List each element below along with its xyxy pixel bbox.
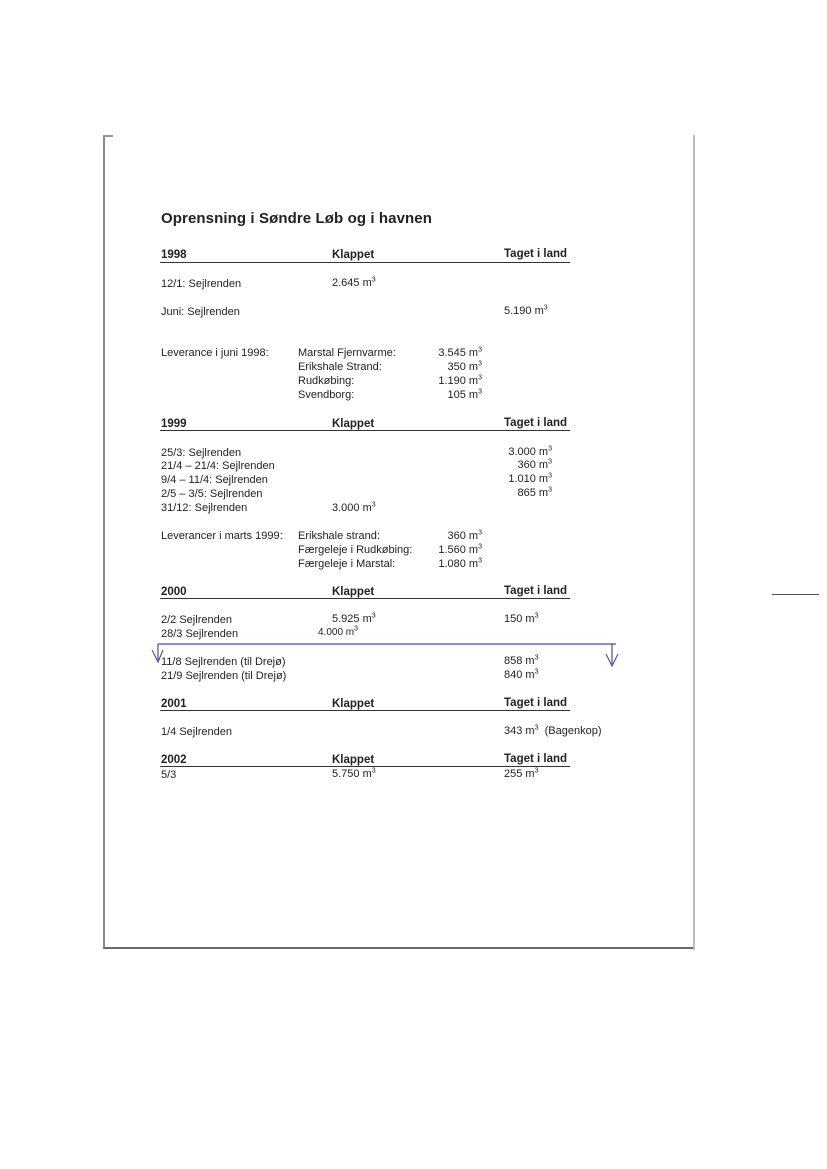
klappet-header-2002: Klappet: [332, 754, 375, 766]
delivery-label-1998: Leverance i juni 1998:: [161, 347, 269, 359]
row-1999-1-taget: 3.000 $m^3$: [508, 445, 552, 458]
klappet-header-2001: Klappet: [332, 698, 375, 710]
row-2000-3-label: 11/8 Sejlrenden (til Drejø): [161, 656, 286, 668]
header-rule-1999: [160, 430, 570, 431]
delivery-amount-1998-1: 3.545 $m^3$: [438, 346, 482, 359]
row-1999-2-label: 21/4 – 21/4: Sejlrenden: [161, 460, 275, 472]
year-1999-heading: 1999: [161, 418, 187, 430]
row-2000-4-label: 21/9 Sejlrenden (til Drejø): [161, 670, 287, 682]
row-1999-5-label: 31/12: Sejlrenden: [161, 502, 248, 514]
row-2000-1-label: 2/2 Sejlrenden: [161, 614, 232, 626]
row-1999-3-label: 9/4 – 11/4: Sejlrenden: [161, 474, 268, 486]
row-2000-1-taget: 150 $m^3$: [504, 612, 539, 625]
row-1999-3-taget: 1.010 $m^3$: [508, 472, 552, 485]
row-2000-2-klappet: 4.000 $m^3$: [318, 625, 359, 638]
delivery-place-1999-1: Erikshale strand:: [298, 530, 380, 542]
row-2000-2-label: 28/3 Sejlrenden: [161, 628, 239, 640]
row-1998-1-label: 12/1: Sejlrenden: [161, 278, 242, 290]
document-title: Oprensning i Søndre Løb og i havnen: [161, 210, 433, 227]
klappet-header-2000: Klappet: [332, 586, 375, 598]
taget-header-1999: Taget i land: [504, 417, 568, 429]
row-2001-1-taget: 343 $m^3$ (Bagenkop): [504, 724, 602, 737]
delivery-amount-1998-2: 350 $m^3$: [447, 360, 482, 373]
delivery-place-1999-2: Færgeleje i Rudkøbing:: [298, 544, 413, 556]
row-1999-2-taget: 360 $m^3$: [517, 458, 552, 471]
row-1998-2-taget: 5.190 $m^3$: [504, 304, 548, 317]
klappet-header-1999: Klappet: [332, 418, 375, 430]
header-rule-1998: [160, 262, 570, 263]
row-1999-4-label: 2/5 – 3/5: Sejlrenden: [161, 488, 263, 500]
delivery-amount-1998-3: 1.190 $m^3$: [438, 374, 482, 387]
header-rule-2001: [160, 710, 570, 711]
page-edge-shadow: [693, 135, 695, 950]
delivery-amount-1998-4: 105 $m^3$: [447, 388, 482, 401]
margin-line: [772, 594, 819, 595]
year-2001-heading: 2001: [161, 698, 187, 710]
delivery-amount-1999-3: 1.080 $m^3$: [438, 557, 482, 570]
row-2001-1-note: (Bagenkop): [544, 725, 602, 737]
taget-header-1998: Taget i land: [504, 248, 568, 260]
row-2000-4-taget: 840 $m^3$: [504, 668, 539, 681]
page-edge-mark: [103, 135, 113, 137]
row-2000-1-klappet: 5.925 $m^3$: [332, 612, 376, 625]
row-2002-1-klappet: 5.750 $m^3$: [332, 767, 376, 780]
row-1998-2-label: Juni: Sejlrenden: [161, 306, 240, 318]
header-rule-2002: [160, 766, 570, 767]
klappet-header-1998: Klappet: [332, 249, 375, 261]
delivery-place-1999-3: Færgeleje i Marstal:: [298, 558, 396, 570]
row-2001-1-label: 1/4 Sejlrenden: [161, 726, 232, 738]
delivery-place-1998-2: Erikshale Strand:: [298, 361, 382, 373]
delivery-amount-1999-2: 1.560 $m^3$: [438, 543, 482, 556]
delivery-amount-1999-1: 360 $m^3$: [447, 529, 482, 542]
row-1999-1-label: 25/3: Sejlrenden: [161, 447, 242, 459]
year-2002-heading: 2002: [161, 754, 187, 766]
row-2002-1-taget: 255 $m^3$: [504, 767, 539, 780]
taget-header-2002: Taget i land: [504, 753, 568, 765]
row-2002-1-label: 5/3: [161, 769, 177, 781]
header-rule-2000: [160, 598, 570, 599]
year-1998-heading: 1998: [161, 249, 187, 261]
row-1999-4-taget: 865 $m^3$: [517, 486, 552, 499]
year-2000-heading: 2000: [161, 586, 187, 598]
delivery-place-1998-3: Rudkøbing:: [298, 375, 355, 387]
taget-header-2000: Taget i land: [504, 585, 568, 597]
row-2000-3-taget: 858 $m^3$: [504, 654, 539, 667]
row-1999-5-klappet: 3.000 $m^3$: [332, 501, 376, 514]
delivery-place-1998-1: Marstal Fjernvarme:: [298, 347, 396, 359]
delivery-label-1999: Leverancer i marts 1999:: [161, 530, 283, 542]
row-1998-1-klappet: 2.645 $m^3$: [332, 276, 376, 289]
taget-header-2001: Taget i land: [504, 697, 568, 709]
delivery-place-1998-4: Svendborg:: [298, 389, 355, 401]
